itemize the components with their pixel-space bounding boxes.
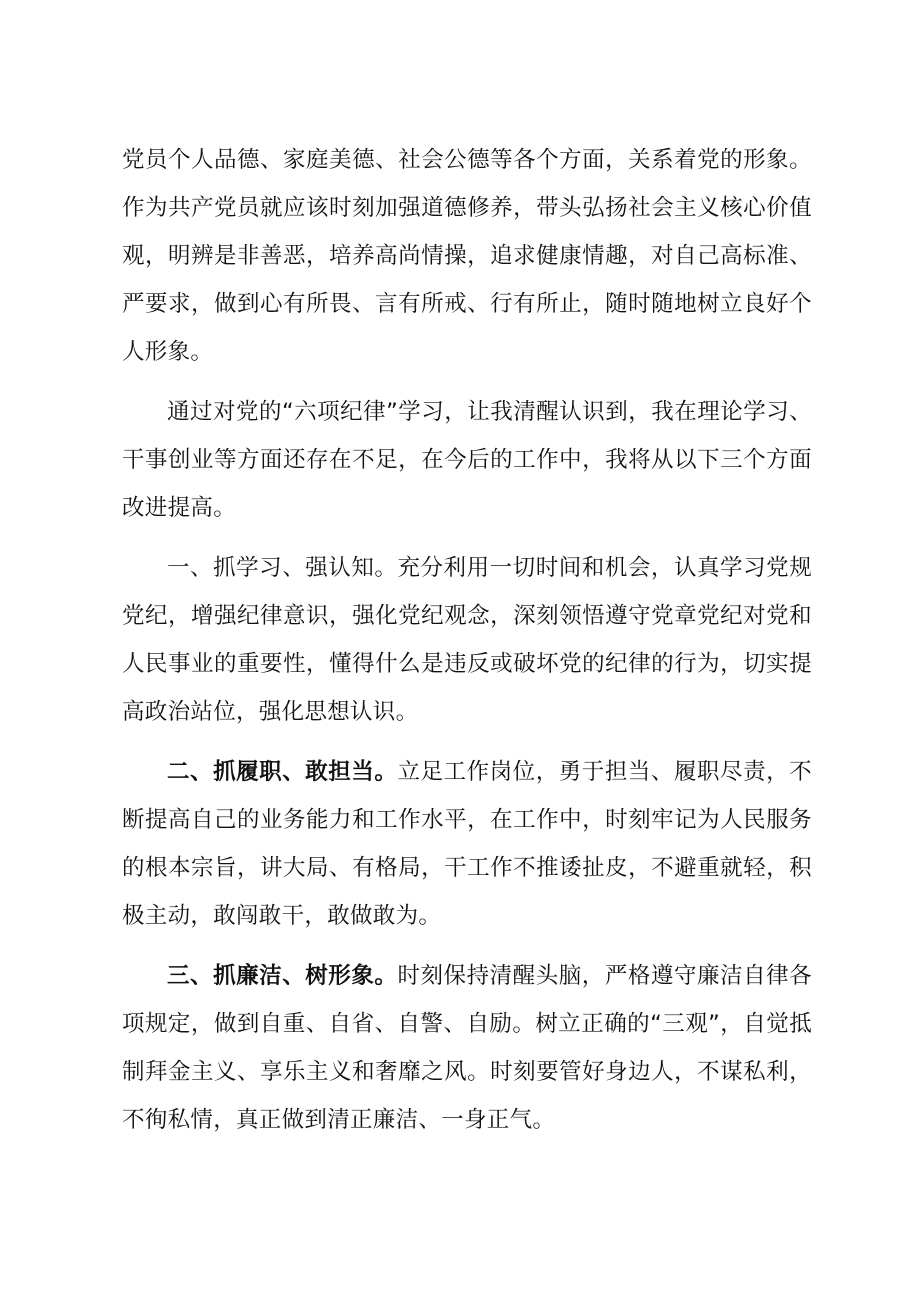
paragraph-text: 党员个人品德、家庭美德、社会公德等各个方面，关系着党的形象。作为共产党员就应该时刻加强道德修养，带头弘扬社会主义核心价值观，明辨是非善恶，培养高尚情操，追求健康情趣，对自己高标准、严要求，做到心有所畏、言有所戒、行有所止，随时随地树立良好个人形象。 (122, 147, 812, 365)
paragraph-lead-heading: 二、抓履职、敢担当。 (167, 759, 398, 785)
document-body (122, 136, 812, 1156)
paragraph-text: 通过对党的“六项纪律”学习，让我清醒认识到，我在理论学习、干事创业等方面还存在不足，在今后的工作中，我将从以下三个方面改进提高。 (122, 399, 812, 521)
paragraph-text: 一、抓学习、强认知。充分利用一切时间和机会，认真学习党规党纪，增强纪律意识，强化党纪观念，深刻领悟遵守党章党纪对党和人民事业的重要性，懂得什么是违反或破坏党的纪律的行为，切实提高政治站位，强化思想认识。 (122, 555, 812, 725)
paragraph-intro (122, 388, 812, 532)
paragraph-point-three (122, 952, 812, 1144)
paragraph-text: 时刻保持清醒头脑，严格遵守廉洁自律各项规定，做到自重、自省、自警、自励。树立正确的“三观”，自觉抵制拜金主义、享乐主义和奢靡之风。时刻要管好身边人，不谋私利，不徇私情，真正做到清正廉洁、一身正气。 (122, 963, 812, 1133)
paragraph-text: 立足工作岗位，勇于担当、履职尽责，不断提高自己的业务能力和工作水平，在工作中，时刻牢记为人民服务的根本宗旨，讲大局、有格局，干工作不推诿扯皮，不避重就轻，积极主动，敢闯敢干，敢做敢为。 (122, 759, 812, 929)
paragraph-continuation (122, 136, 812, 376)
paragraph-point-one (122, 544, 812, 736)
paragraph-lead-heading: 三、抓廉洁、树形象。 (167, 963, 398, 989)
paragraph-point-two (122, 748, 812, 940)
